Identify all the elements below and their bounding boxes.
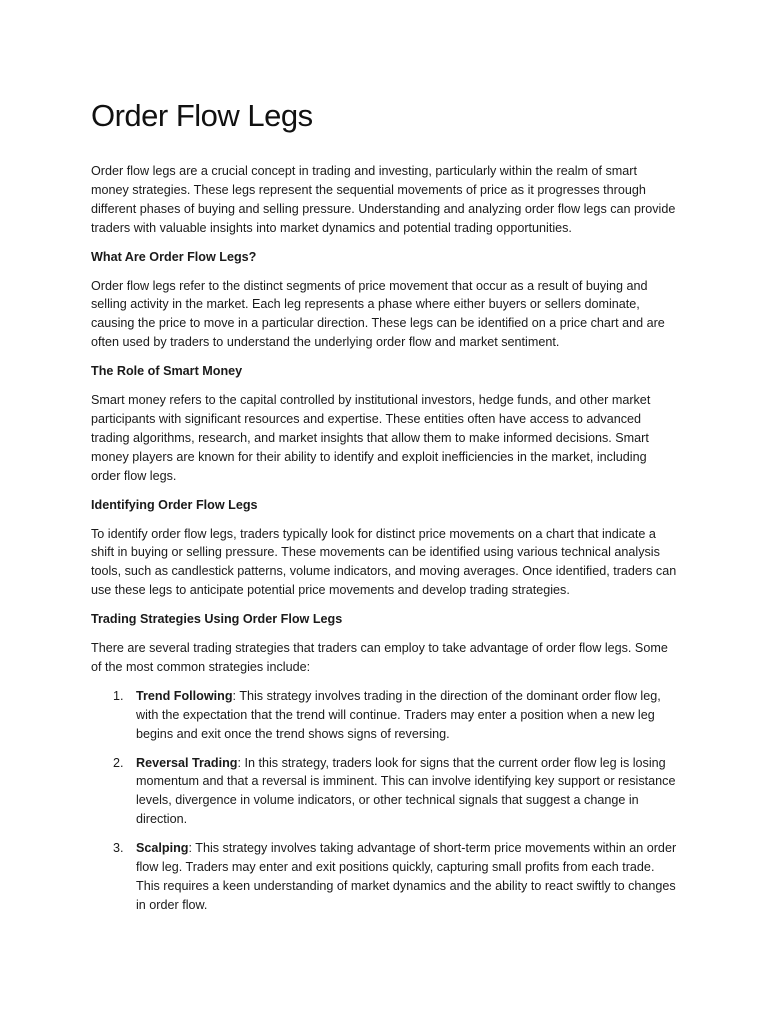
strategy-list — [91, 687, 678, 915]
list-item-number: 2. — [113, 755, 124, 770]
section-body-identifying: To identify order flow legs, traders typically look for distinct price movements on a chart that indicate a shift in buying or selling pressure. These movements can be identified using various technical analysis tools, such as candlestick patterns, volume indicators, and moving averages. Once identified, traders can use these legs to anticipate potential price movements and develop trading strategies. — [91, 526, 677, 598]
list-item — [91, 687, 678, 744]
page-title: Order Flow Legs — [91, 98, 313, 133]
list-item — [91, 754, 678, 830]
list-item-term: Scalping — [136, 841, 189, 856]
list-item-description: : This strategy involves taking advantage of short-term price movements within an order flow leg. Traders may enter and exit positions quickly, capturing small profits from each trade. This requires a keen understanding of market dynamics and the ability to react swiftly to changes in order flow. — [136, 841, 677, 912]
list-item-description: : This strategy involves trading in the direction of the dominant order flow leg, with the expectation that the trend will continue. Traders may enter a position when a new leg begins and exit once the trend shows signs of reversing. — [136, 688, 661, 741]
section-heading-smart-money: The Role of Smart Money — [91, 364, 243, 379]
intro-paragraph: Order flow legs are a crucial concept in trading and investing, particularly within the realm of smart money strategies. These legs represent the sequential movements of price as it progresses through different phases of buying and selling pressure. Understanding and analyzing order flow legs can provide traders with valuable insights into market dynamics and potential trading opportunities. — [91, 164, 676, 235]
list-item-description: : In this strategy, traders look for signs that the current order flow leg is losing momentum and that a reversal is imminent. This can involve identifying key support or resistance levels, divergence in volume indicators, or other technical signals that suggest a change in direction. — [136, 755, 676, 827]
section-heading-strategies: Trading Strategies Using Order Flow Legs — [91, 612, 343, 627]
section-body-smart-money: Smart money refers to the capital controlled by institutional investors, hedge funds, and other market participants with significant resources and expertise. These entities often have access to advanced trading algorithms, research, and market insights that allow them to make informed decisions. Smart money players are known for their ability to identify and exploit inefficiencies in the market, including order flow legs. — [91, 393, 651, 483]
list-item — [91, 839, 678, 915]
section-body-what-are: Order flow legs refer to the distinct segments of price movement that occur as a result of buying and selling activity in the market. Each leg represents a phase where either buyers or sellers dominate, causing the price to move in a particular direction. These legs can be identified on a price chart and are often used by traders to understand the underlying order flow and market sentiment. — [91, 278, 665, 350]
list-item-number: 1. — [113, 688, 124, 703]
section-body-strategies: There are several trading strategies that traders can employ to take advantage of order flow legs. Some of the most common strategies include: — [91, 641, 668, 674]
list-item-number: 3. — [113, 841, 124, 856]
list-item-term: Trend Following — [136, 688, 233, 703]
section-heading-identifying: Identifying Order Flow Legs — [91, 497, 258, 512]
list-item-term: Reversal Trading — [136, 755, 238, 770]
section-heading-what-are: What Are Order Flow Legs? — [91, 249, 257, 264]
